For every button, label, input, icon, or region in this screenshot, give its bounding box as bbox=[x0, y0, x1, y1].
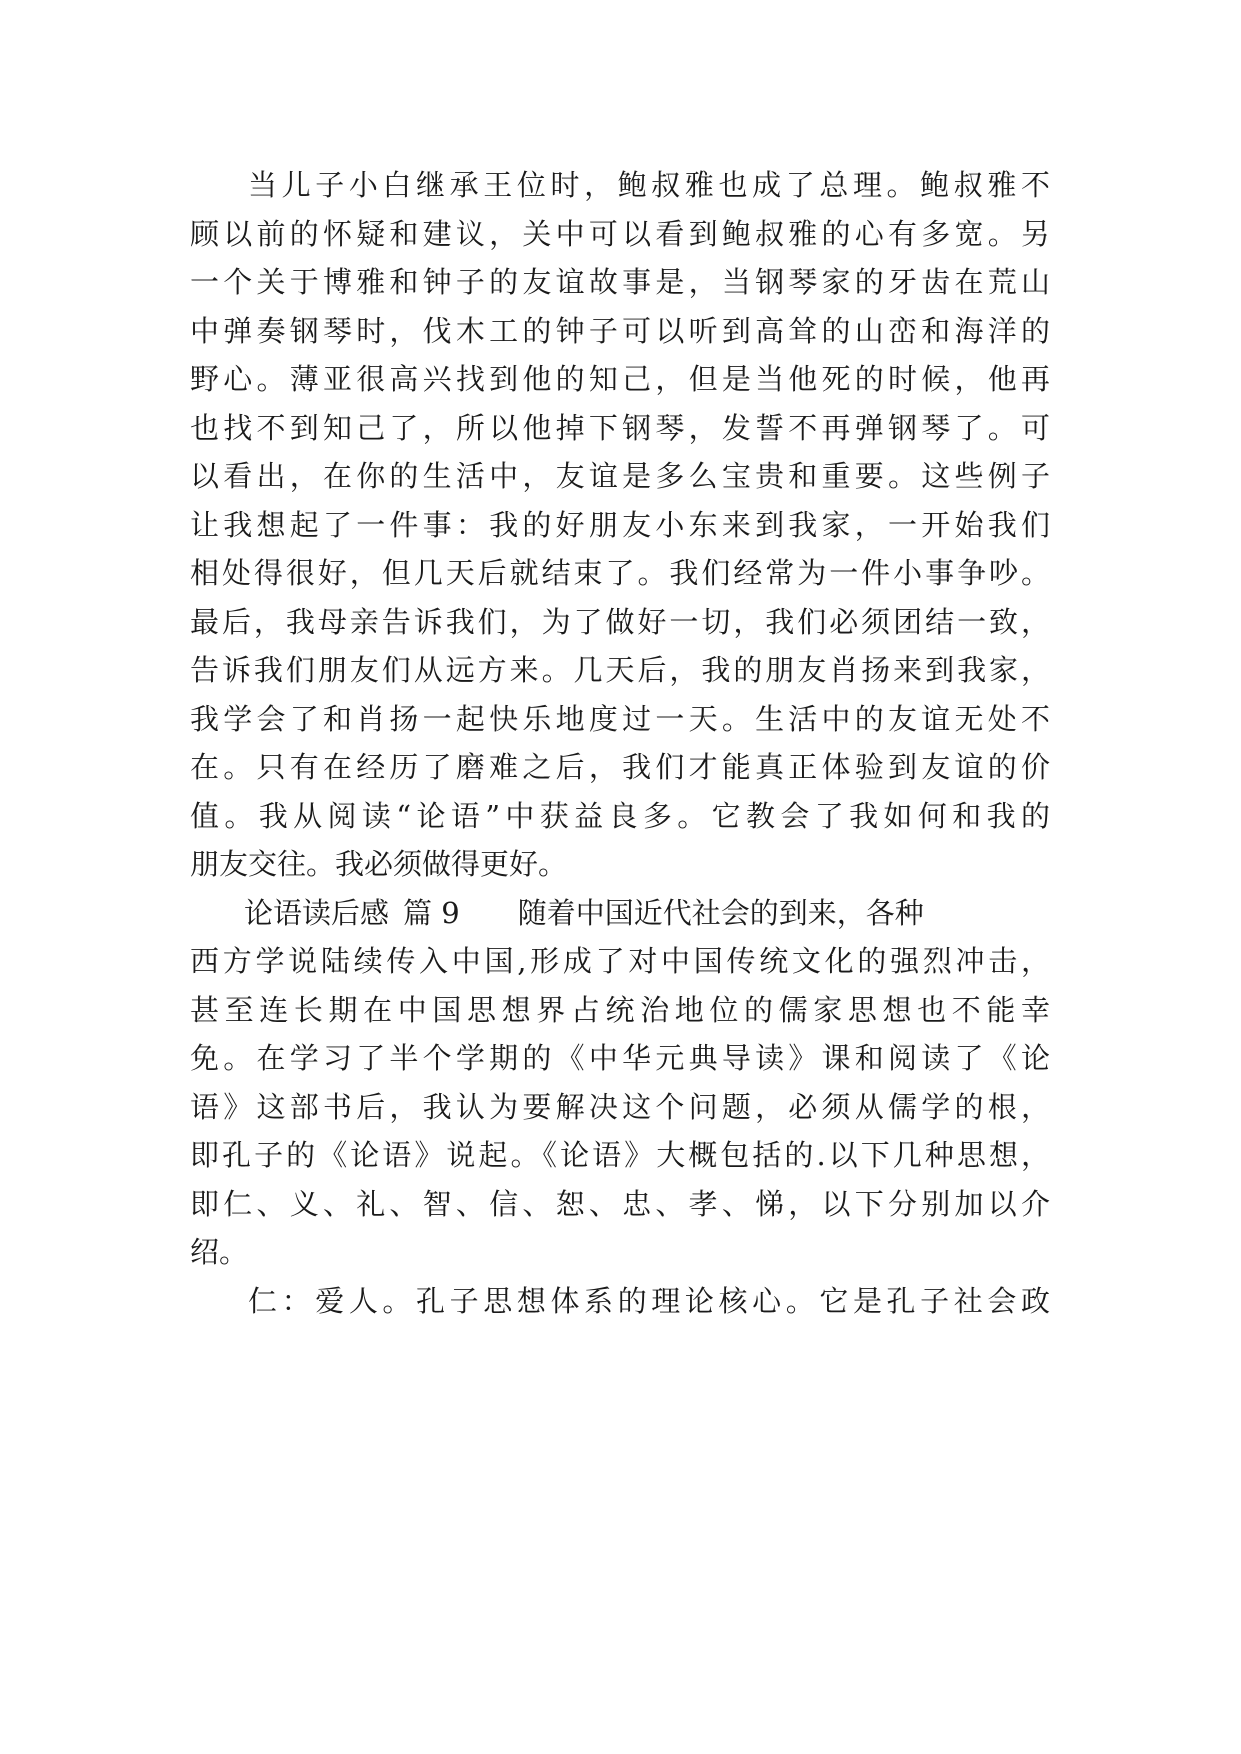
text-line: 在。只有在经历了磨难之后，我们才能真正体验到友谊的价 bbox=[190, 750, 1050, 784]
text-line: 免。在学习了半个学期的《中华元典导读》课和阅读了《论 bbox=[190, 1041, 1050, 1075]
section-first-line: 随着中国近代社会的到来，各种 bbox=[517, 895, 924, 930]
text-line: 以看出，在你的生活中，友谊是多么宝贵和重要。这些例子 bbox=[190, 459, 1050, 493]
text-line: 绍。 bbox=[190, 1235, 249, 1269]
text-line: 甚至连长期在中国思想界占统治地位的儒家思想也不能幸 bbox=[190, 992, 1050, 1027]
text-line: 告诉我们朋友们从远方来。几天后，我的朋友肖扬来到我家， bbox=[190, 653, 1050, 687]
text-line: 顾以前的怀疑和建议，关中可以看到鲍叔雅的心有多宽。另 bbox=[190, 216, 1050, 251]
paragraph-section-9 bbox=[190, 889, 1050, 1277]
text-line: 也找不到知己了，所以他掉下钢琴，发誓不再弹钢琴了。可 bbox=[190, 410, 1050, 445]
paragraph-friendship bbox=[190, 161, 1050, 889]
paragraph-ren bbox=[190, 1277, 1050, 1326]
text-line: 中弹奏钢琴时，伐木工的钟子可以听到高耸的山峦和海洋的 bbox=[190, 313, 1050, 348]
text-line: 朋友交往。我必须做得更好。 bbox=[190, 847, 568, 881]
section-heading-line bbox=[190, 889, 1050, 938]
document-body bbox=[190, 161, 1050, 1325]
section-number: 篇 9 bbox=[403, 895, 460, 930]
text-line: 让我想起了一件事：我的好朋友小东来到我家，一开始我们 bbox=[190, 507, 1050, 542]
text-line: 西方学说陆续传入中国,形成了对中国传统文化的强烈冲击， bbox=[190, 944, 1050, 978]
text-line: 语》这部书后，我认为要解决这个问题，必须从儒学的根， bbox=[190, 1089, 1050, 1124]
text-line: 当儿子小白继承王位时，鲍叔雅也成了总理。鲍叔雅不 bbox=[248, 168, 1050, 202]
text-line: 值。我从阅读“论语”中获益良多。它教会了我如何和我的 bbox=[190, 798, 1050, 833]
text-line: 仁：爱人。孔子思想体系的理论核心。它是孔子社会政 bbox=[248, 1283, 1050, 1318]
text-line: 一个关于博雅和钟子的友谊故事是，当钢琴家的牙齿在荒山 bbox=[190, 265, 1050, 299]
text-line: 野心。薄亚很高兴找到他的知己，但是当他死的时候，他再 bbox=[190, 362, 1050, 396]
text-line: 最后，我母亲告诉我们，为了做好一切，我们必须团结一致， bbox=[190, 604, 1050, 639]
text-line: 即仁、义、礼、智、信、恕、忠、孝、悌，以下分别加以介 bbox=[190, 1186, 1050, 1221]
section-title: 论语读后感 bbox=[244, 895, 390, 930]
text-line: 相处得很好，但几天后就结束了。我们经常为一件小事争吵。 bbox=[190, 556, 1050, 590]
text-line: 即孔子的《论语》说起。《论语》大概包括的.以下几种思想， bbox=[190, 1138, 1050, 1172]
text-line: 我学会了和肖扬一起快乐地度过一天。生活中的友谊无处不 bbox=[190, 701, 1050, 736]
